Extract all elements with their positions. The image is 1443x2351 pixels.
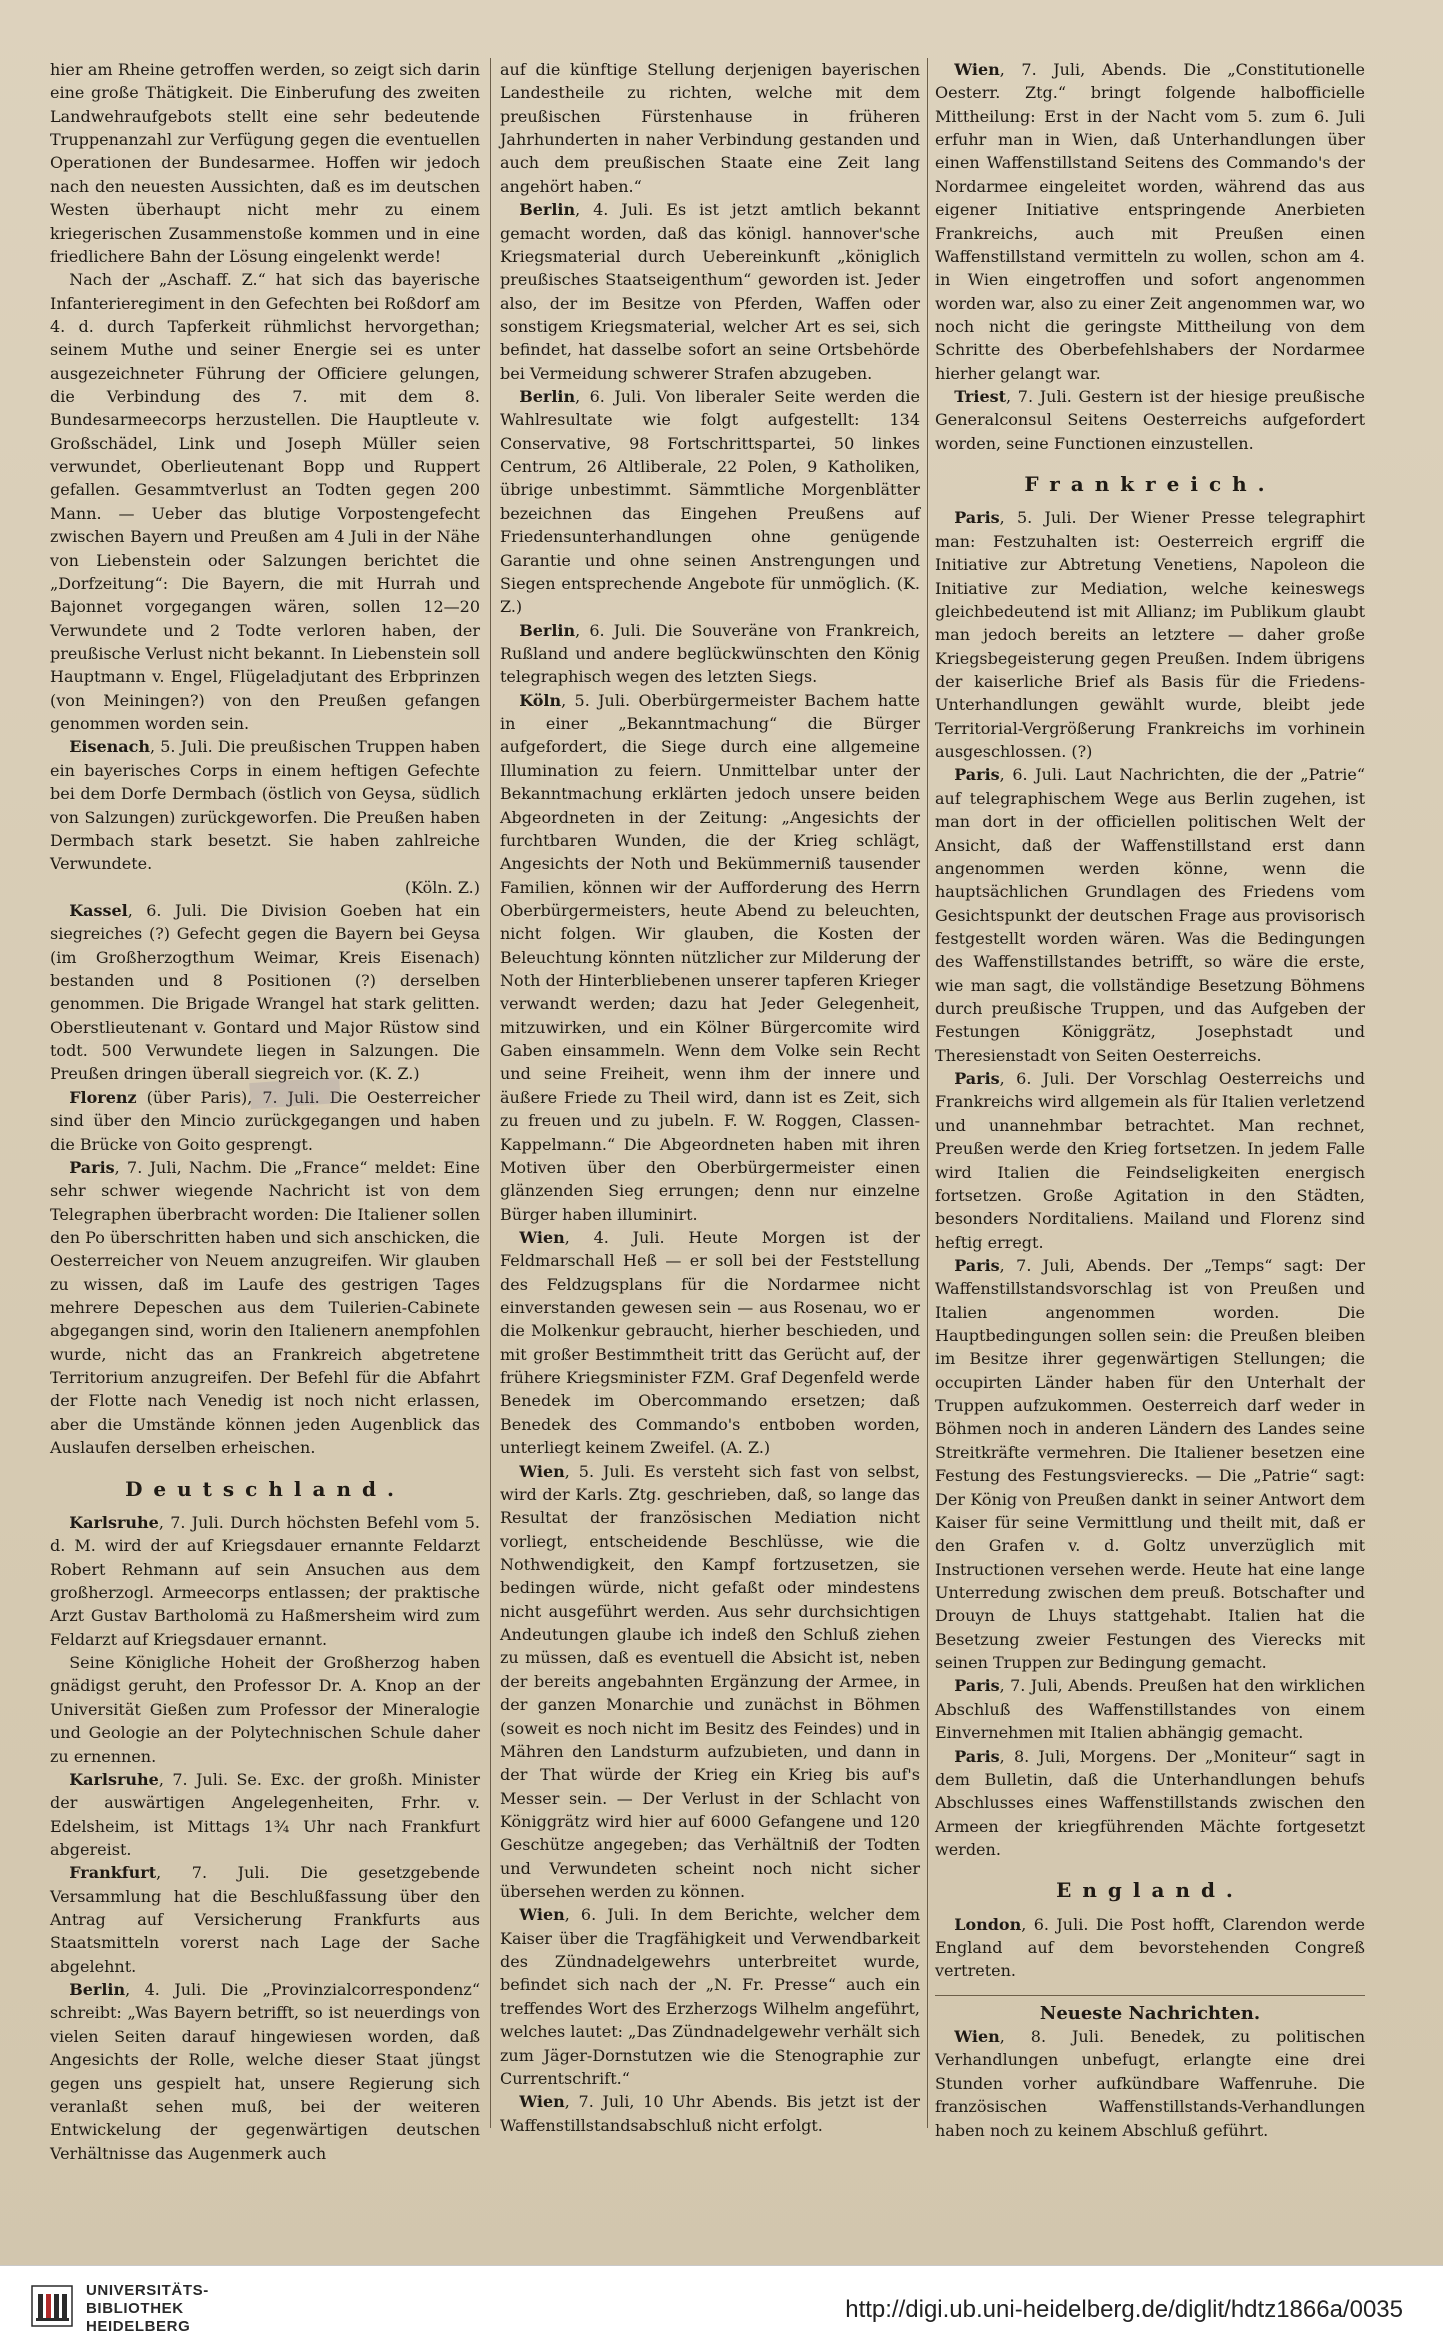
article-text: , 8. Juli. Benedek, zu politischen Verhandlungen unbefugt, erlangte eine drei Stunden vorher aufkündbare Waffenruhe. Die französischen Waffenstillstands-Verhandlungen haben noch zu keinem Abschluß geführt. (935, 2027, 1365, 2140)
dateline-place: Wien (954, 60, 1000, 79)
article-text: , 7. Juli, Abends. Der „Temps“ sagt: Der Waffenstillstandsvorschlag ist von Preußen und Italien angenommen worden. Die Hauptbedingungen sollen sein: die Preußen bleiben im Besitze ihrer gegenwärtigen Stellungen; die occupirten Länder haben für den Unterhalt der Truppen aufzukommen. Oesterreich darf weder in Böhmen noch in anderen Ländern des Landes seine Streitkräfte vermehren. Die Italiener besetzen eine Festung des Festungsvierecks. — Die „Patrie“ sagt: Der König von Preußen dankt in seiner Antwort dem Kaiser für seine Vermittlung und theilt mit, daß er den Grafen v. d. Goltz unverzüglich mit Instructionen versehen werde. Heute hat eine lange Unterredung zwischen dem preuß. Botschafter und Drouyn de Lhuys stattgehabt. Italien hat die Besetzung zweier Festungen des Vierecks mit seinen Truppen zur Bedingung gemacht. (935, 1255, 1365, 1673)
article (935, 1745, 1365, 1862)
dateline-place: Paris (954, 765, 1000, 785)
dateline-place: Frankfurt (69, 1863, 157, 1883)
article (935, 506, 1365, 763)
dateline-place: Köln (519, 690, 562, 710)
article (500, 1903, 920, 2090)
column-divider (490, 58, 491, 2128)
article (500, 2090, 920, 2137)
column-3 (935, 58, 1365, 2142)
source-url[interactable]: http://digi.ub.uni-heidelberg.de/diglit/hdtz1866a/0035 (845, 2296, 1403, 2323)
article-text: , 6. Juli. Laut Nachrichten, die der „Patrie“ auf telegraphischem Wege aus Berlin zugehen, ist man dort in der officiellen politischen Welt der Ansicht, daß der Waffenstillstand erst dann angenommen werden könne, wenn die hauptsächlichen Grundlagen des Friedens vom Gesichtspunkt der deutschen Frage aus provisorisch festgestellt worden wären. Was die Bedingungen des Waffenstillstandes betrifft, so wäre die erste, wie man sagt, die vollständige Besetzung Böhmens durch preußische Truppen, und das Aufgeben der Festungen Königgrätz, Josephstadt und Theresienstadt von Seiten Oesterreichs. (935, 765, 1365, 1065)
article-text: auf die künftige Stellung derjenigen bayerischen Landestheile zu richten, welche mit dem preußischen Fürstenhause in früheren Jahrhunderten in naher Verbindung gestanden und auch dem preußischen Staate eine Zeit lang angehört haben.“ (500, 60, 920, 196)
article (50, 1511, 480, 1651)
article (935, 385, 1365, 455)
article-text: , 8. Juli, Morgens. Der „Moniteur“ sagt in dem Bulletin, daß die Unterhandlungen behufs Abschlusses eines Waffenstillstands zwischen den Armeen der kriegführenden Mächte fortgesetzt werden. (935, 1746, 1365, 1859)
article-text: , 4. Juli. Heute Morgen ist der Feldmarschall Heß — er soll bei der Feststellung des Feldzugsplans für die Nordarmee nicht einverstanden gewesen sein — aus Rosenau, wo er die Molkenkur gebraucht, hierher beschieden, und mit großer Bestimmtheit tritt das Gerücht auf, der frühere Kriegsminister FZM. Graf Degenfeld werde Benedek im Obercommando ersetzen; daß Benedek des Commando's entboben worden, unterliegt keinem Zweifel. (A. Z.) (500, 1227, 920, 1458)
dateline-place: Wien (519, 2092, 565, 2112)
article (500, 198, 920, 385)
dateline-place: Berlin (519, 620, 576, 640)
article (500, 1460, 920, 1904)
dateline-place: Florenz (69, 1087, 137, 1107)
article (935, 763, 1365, 1067)
column-2 (500, 58, 920, 2137)
dateline-place: Karlsruhe (69, 1769, 159, 1789)
dateline-place: Paris (954, 1746, 1000, 1766)
column-1 (50, 58, 480, 2165)
article (50, 1861, 480, 1978)
article-text: , 7. Juli. Durch höchsten Befehl vom 5. d. M. wird der auf Kriegsdauer ernannte Feldarzt Robert Rehmann auf sein Ansuchen aus dem großherzogl. Armeecorps entlassen; der praktische Arzt Gustav Bartholomä zu Haßmersheim wird zum Feldarzt auf Kriegsdauer ernannt. (50, 1512, 480, 1649)
article (50, 899, 480, 1086)
article-text: , 7. Juli, Abends. Preußen hat den wirklichen Abschluß des Waffenstillstandes von einem Einvernehmen mit Italien abhängig gemacht. (935, 1676, 1365, 1743)
article-text: , 5. Juli. Die preußischen Truppen haben ein bayerisches Corps in einem heftigen Gefechte bei dem Dorfe Dermbach (östlich von Geysa, südlich von Salzungen) zurückgeworfen. Die Preußen haben Dermbach stark besetzt. Sie haben zahlreiche Verwundete. (50, 737, 480, 874)
article (935, 1254, 1365, 1674)
article-text: , 7. Juli, Abends. Die „Constitutionelle Oesterr. Ztg.“ bringt folgende halbofficielle Mittheilung: Erst in der Nacht vom 5. zum 6. Juli erfuhr man in Wien, daß Unterhandlungen über einen Waffenstillstand Seitens des Commando's der Nordarmee eingeleitet worden, während das aus eigener Initiative entspringende Anerbieten Frankreichs, auch mit Preußen einen Waffenstillstand vermitteln zu wollen, schon am 4. in Wien eingetroffen und sofort angenommen worden war, also zu einer Zeit angenommen war, wo noch nicht die geringste Mittheilung von dem Schritte des Oberbefehlshabers der Nordarmee hierher gelangt war. (935, 60, 1365, 383)
library-name-line: UNIVERSITÄTS- (86, 2282, 209, 2299)
dateline-place: Wien (954, 2027, 1000, 2047)
dateline-place: Berlin (69, 1980, 126, 2000)
article (50, 1978, 480, 2165)
article-text: , 5. Juli. Oberbürgermeister Bachem hatte in einer „Bekanntmachung“ die Bürger aufgefordert, die Siege durch eine allgemeine Illumination zu feiern. Unmittelbar unter der Bekanntmachung erklärten jedoch unsere beiden Abgeordneten in der Zeitung: „Angesichts der furchtbaren Wunden, die der Krieg schlägt, Angesichts der Noth und Bekümmerniß tausender Familien, können wir der Aufforderung des Herrn Oberbürgermeisters, heute Abend zu beleuchten, nicht folgen. Wir glauben, die Kosten der Beleuchtung könnten nützlicher zur Milderung der Noth der Hinterbliebenen unserer tapferen Krieger verwandt werden; dazu hat Jeder Gelegenheit, mitzuwirken, und ein Kölner Bürgercomite wird Gaben einsammeln. Wenn dem Volke sein Recht und seine Freiheit, wenn ihm der innere und äußere Friede zu Theil wird, dann ist es Zeit, sich zu freuen und zu jubeln. F. W. Roggen, Classen-Kappelmann.“ Die Abgeordneten haben mit ihren Motiven über den Oberbürgermeister einen glänzenden Sieg errungen; denn nur einzelne Bürger haben illuminirt. (500, 690, 920, 1224)
article (500, 689, 920, 1226)
dateline-place: Berlin (519, 387, 576, 407)
article-text: , 7. Juli, 10 Uhr Abends. Bis jetzt ist der Waffenstillstandsabschluß nicht erfolgt. (500, 2092, 920, 2135)
article-text: hier am Rheine getroffen werden, so zeigt sich darin eine große Thätigkeit. Die Einberufung des zweiten Landwehraufgebots stellt eine sehr bedeutende Truppenanzahl zur Verfügung gegen die eventuellen Operationen der Bundesarmee. Hoffen wir jedoch nach den neuesten Aussichten, daß es im deutschen Westen überhaupt nicht mehr zu einem kriegerischen Zusammenstoße kommen und in eine friedlichere Bahn der Lösung eingelenkt werde! (50, 60, 480, 266)
dateline-place: Berlin (519, 200, 576, 220)
article-text: Seine Königliche Hoheit der Großherzog haben gnädigst geruht, den Professor Dr. A. Knop an der Universität Gießen zum Professor der Mineralogie und Geologie an der Polytechnischen Schule daher zu ernennen. (50, 1653, 480, 1766)
article (50, 1156, 480, 1460)
article (500, 1226, 920, 1460)
article-text: , 7. Juli, Nachm. Die „France“ meldet: Eine sehr schwer wiegende Nachricht ist von dem Telegraphen überbracht worden: Die Italiener sollen den Po überschritten haben und sich anschicken, die Oesterreicher von Neuem anzugreifen. Wir glauben zu wissen, daß im Laufe des gestrigen Tages mehrere Depeschen aus dem Tuilerien-Cabinete abgegangen sind, worin den Italienern anempfohlen wurde, nicht das an Frankreich abgetretene Territorium anzugreifen. Der Befehl für die Abfahrt der Flotte nach Venedig ist noch nicht erlassen, aber die Umstände können jeden Augenblick das Auslaufen derselben erheischen. (50, 1157, 480, 1458)
dateline-place: London (954, 1914, 1022, 1934)
article-text: , 6. Juli. In dem Berichte, welcher dem Kaiser über die Tragfähigkeit und Verwendbarkeit des Zündnadelgewehrs unterbreitet wurde, befindet sich nach der „N. Fr. Presse“ auch ein treffendes Wort des Erzherzogs Wilhelm angeführt, welches lautet: „Das Zündnadelgewehr verhält sich zum Jäger-Dornstutzen wie die Stenographie zur Currentschrift.“ (500, 1905, 920, 2088)
article-text: , 7. Juli. Se. Exc. der großh. Minister der auswärtigen Angelegenheiten, Frhr. v. Edelsheim, ist Mittags 1¾ Uhr nach Frankfurt abgereist. (50, 1769, 480, 1859)
dateline-place: Paris (954, 1069, 1000, 1089)
article-text: , 6. Juli. Die Souveräne von Frankreich, Rußland und andere beglückwünschten den König telegraphisch wegen des letzten Siegs. (500, 620, 920, 687)
dateline-place: Paris (69, 1157, 115, 1177)
section-heading-deutschland: Deutschland. (125, 1476, 405, 1501)
dateline-place: Paris (954, 1676, 1000, 1696)
section-heading-frankreich: Frankreich. (1024, 472, 1276, 497)
article (935, 1674, 1365, 1744)
dateline-place: Paris (954, 508, 1000, 528)
article (935, 1067, 1365, 1254)
article (935, 2025, 1365, 2142)
dateline-place: Wien (519, 1905, 565, 1925)
dateline-place: Karlsruhe (69, 1512, 159, 1532)
library-name-line: BIBLIOTHEK (86, 2300, 184, 2317)
article-text: Nach der „Aschaff. Z.“ hat sich das bayerische Infanterieregiment in den Gefechten bei Roßdorf am 4. d. durch Tapferkeit rühmlichst hervorgethan; seinem Muthe und seiner Energie sei es unter ausgezeichneter Führung der Officiere gelungen, die Verbindung des 7. mit dem 8. Bundesarmeecorps herzustellen. Die Hauptleute v. Großschädel, Link und Joseph Müller seien verwundet, Oberlieutenant Bopp und Ruppert gefallen. Gesammtverlust an Todten gegen 200 Mann. — Ueber das blutige Vorpostengefecht zwischen Bayern und Preußen am 4 Juli in der Nähe von Liebenstein oder Salzungen berichtet die „Dorfzeitung“: Die Bayern, die mit Hurrah und Bajonnet vorgegangen wären, sollen 12—20 Verwundete und 2 Todte verloren haben, der preußische Verlust nicht bekannt. In Liebenstein soll Hauptmann v. Engel, Flügeladjutant des Erbprinzen (von Meiningen?) von den Preußen gefangen genommen worden sein. (50, 270, 480, 734)
dateline-place: Eisenach (69, 737, 151, 757)
article (50, 735, 480, 875)
dateline-place: Triest (954, 387, 1007, 407)
article-text: , 5. Juli. Es versteht sich fast von selbst, wird der Karls. Ztg. geschrieben, daß, so lange das Resultat der französischen Mediation nicht vorliegt, entscheidende Beschlüsse, wie die Nothwendigkeit, den Kampf fortzusetzen, sie bedingen würde, nicht gefaßt oder mindestens nicht ausgeführt werden. Aus sehr durchsichtigen Andeutungen glaube ich indeß den Schluß ziehen zu müssen, daß es eventuell die Absicht ist, neben der bereits angebahnten Ergänzung der Armee, in der ganzen Monarchie und zunächst in Böhmen (soweit es noch nicht im Besitz des Feindes) und in Mähren den Landsturm aufzubieten, und dann in der That würde der Krieg ein Krieg bis auf's Messer sein. — Der Verlust in der Schlacht von Königgrätz wird hier auf 6000 Gefangene und 120 Geschütze angegeben; das Verhältniß der Todten und Verwundeten scheint noch nicht sicher übersehen werden zu können. (500, 1461, 920, 1902)
article-text: (über Paris), 7. Juli. Die Oesterreicher sind über den Mincio zurückgegangen und haben die Brücke von Goito gesprengt. (50, 1087, 480, 1154)
article (500, 619, 920, 689)
library-name-line: HEIDELBERG (86, 2318, 191, 2335)
university-library-logo-icon (30, 2284, 74, 2328)
section-heading-england: England. (1056, 1878, 1244, 1903)
dateline-place: Paris (954, 1255, 1000, 1275)
article-text: , 4. Juli. Die „Provinzialcorrespondenz“ schreibt: „Was Bayern betrifft, so ist neuerdings von vielen Seiten darauf hingewiesen worden, daß Angesichts der Rolle, welche dieser Staat jüngst gegen uns gespielt hat, unsere Regierung sich veranlaßt sehen muß, bei der weiteren Entwickelung der gegenwärtigen deutschen Verhältnisse das Augenmerk auch (50, 1980, 480, 2163)
source-note: (Köln. Z.) (404, 877, 480, 897)
article-text: , 6. Juli. Der Vorschlag Oesterreichs und Frankreichs wird allgemein als für Italien verletzend und unannehmbar betrachtet. Man rechnet, Preußen werde den Krieg fortsetzen. In jedem Falle wird Italien die Feindseligkeiten energisch fortsetzen. Große Agitation in den Städten, besonders Norditaliens. Mailand und Florenz sind heftig erregt. (935, 1069, 1365, 1252)
article (935, 1913, 1365, 1983)
dateline-place: Wien (519, 1227, 565, 1247)
article-text: , 7. Juli. Die gesetzgebende Versammlung hat die Beschlußfassung über den Antrag auf Versicherung Frankfurts aus Staatsmitteln vorerst nach Lage der Sache abgelehnt. (50, 1863, 480, 1976)
article (935, 58, 1365, 385)
article (500, 385, 920, 619)
article-text: , 6. Juli. Die Post hofft, Clarendon werde England auf dem bevorstehenden Congreß vertreten. (935, 1914, 1365, 1981)
digitization-footer (0, 2265, 1443, 2351)
article-text: , 7. Juli. Gestern ist der hiesige preußische Generalconsul Seitens Oesterreichs aufgefordert worden, seine Functionen einzustellen. (935, 387, 1365, 453)
article-text: , 5. Juli. Der Wiener Presse telegraphirt man: Festzuhalten ist: Oesterreich ergriff die Initiative zur Abtretung Venetiens, Napoleon die Initiative zur Mediation, welche keineswegs gleichbedeutend ist mit Allianz; im Publikum glaubt man jedoch bereits an letztere — daher große Kriegsbegeisterung gegen Preußen. Indem übrigens der kaiserliche Brief als Basis für die Friedens-Unterhandlungen gewählt wurde, bleibt jede Territorial-Vergrößerung Frankreichs im vorhinein ausgeschlossen. (?) (935, 508, 1365, 762)
dateline-place: Wien (519, 1461, 565, 1481)
article-text: , 6. Juli. Die Division Goeben hat ein siegreiches (?) Gefecht gegen die Bayern bei Geysa (im Großherzogthum Weimar, Kreis Eisenach) bestanden und 8 Positionen (?) derselben genommen. Die Brigade Wrangel hat stark gelitten. Oberstlieutenant v. Gontard und Major Rüstow sind todt. 500 Verwundete liegen in Salzungen. Die Preußen dringen überall siegreich vor. (K. Z.) (50, 900, 480, 1084)
article-text: , 4. Juli. Es ist jetzt amtlich bekannt gemacht worden, daß das königl. hannover'sche Kriegsmaterial durch Uebereinkunft „königlich preußisches Staatseigenthum“ geworden ist. Jeder also, der im Besitze von Pferden, Waffen oder sonstigem Kriegsmaterial, welcher Art es sei, sich befindet, hat dasselbe sofort an seine Ortsbehörde bei Vermeidung schwerer Strafen abzugeben. (500, 200, 920, 383)
library-name (86, 2282, 209, 2336)
article-text: , 6. Juli. Von liberaler Seite werden die Wahlresultate wie folgt aufgestellt: 134 Conservative, 98 Fortschrittspartei, 50 linkes Centrum, 26 Altliberale, 22 Polen, 9 Katholiken, übrige unbestimmt. Sämmtliche Morgenblätter bezeichnen das Eingehen Preußens auf Friedensunterhandlungen ohne genügende Garantie und ohne seinen Anstrengungen und Siegen entsprechende Angebote für unmöglich. (K. Z.) (500, 387, 920, 617)
dateline-place: Kassel (69, 900, 128, 920)
article (50, 1768, 480, 1861)
section-heading-neueste-nachrichten: Neueste Nachrichten. (935, 1995, 1365, 2025)
column-divider (927, 58, 928, 2128)
